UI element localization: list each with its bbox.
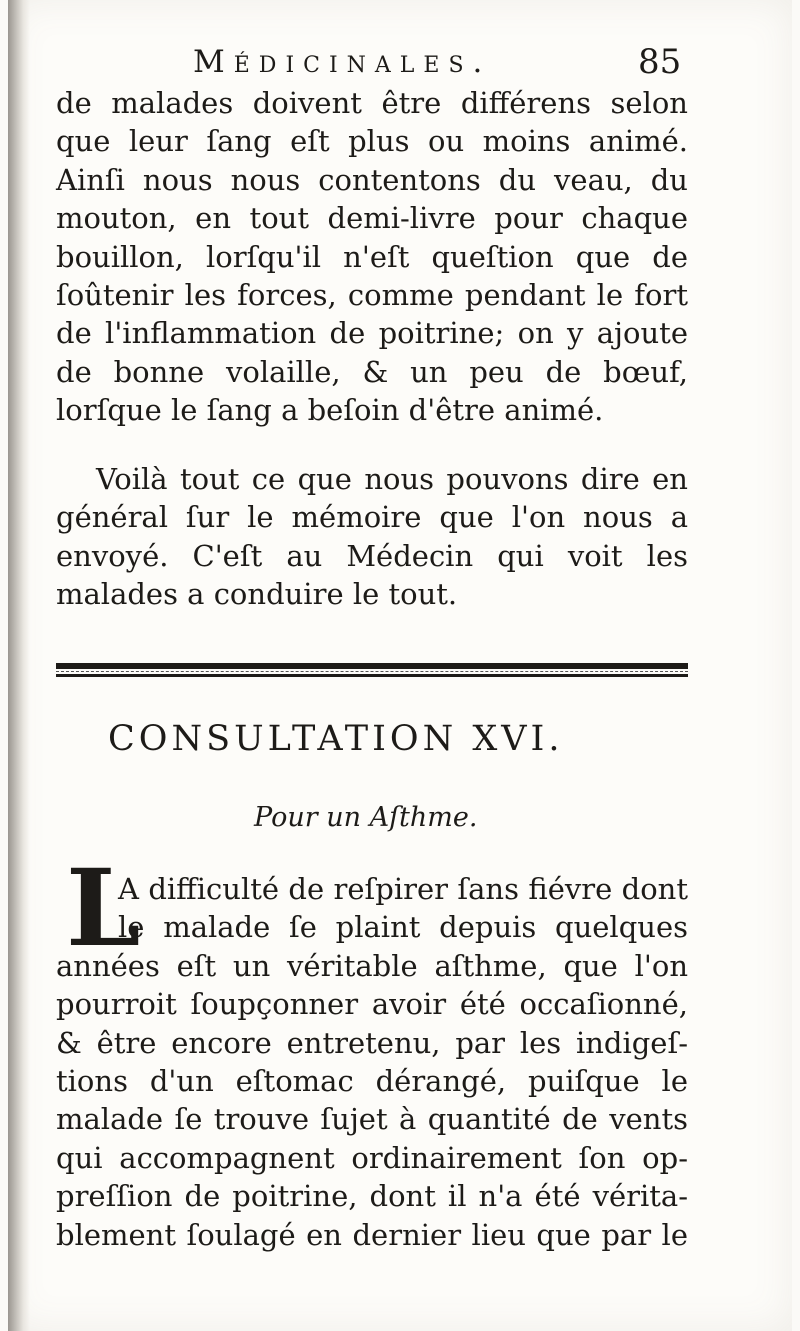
text-line: général ſur le mémoire que l'on nous a (56, 500, 688, 535)
text-line: lorſque le ſang a beſoin d'être animé. (56, 393, 604, 428)
text-line: & être encore entretenu, par les indigeſ- (56, 1025, 688, 1060)
page-gutter-shadow (8, 0, 30, 1331)
text-line: le malade ſe plaint depuis quelques (118, 910, 688, 945)
section-divider-rule (56, 663, 688, 677)
text-line: que leur ſang eſt plus ou moins animé. (56, 124, 688, 159)
paragraph-3 (56, 870, 688, 1254)
section-subheading: Pour un Aſthme. (254, 802, 478, 833)
section-heading: CONSULTATION XVI. (108, 719, 564, 759)
book-page (8, 0, 792, 1331)
text-line: ſoûtenir les forces, comme pendant le fort (56, 277, 688, 312)
text-line: années eſt un véritable aſthme, que l'on (56, 948, 688, 983)
text-line: Voilà tout ce que nous pouvons dire en (96, 462, 688, 496)
running-title: Médicinales. (193, 44, 492, 80)
text-line: de bonne volaille, & un peu de bœuf, (56, 354, 688, 389)
text-line: malade ſe trouve ſujet à quantité de vents (56, 1102, 688, 1137)
divider-ornament (56, 671, 688, 672)
text-line: de malades doivent être différens selon (56, 86, 688, 120)
text-line: mouton, en tout demi-livre pour chaque (56, 201, 688, 236)
paragraph-2 (56, 460, 688, 614)
text-line: tions d'un eſtomac dérangé, puiſque le (56, 1063, 688, 1098)
text-line: pourroit ſoupçonner avoir été occaſionné, (56, 987, 688, 1022)
drop-cap: L (66, 845, 141, 970)
text-line: malades a conduire le tout. (56, 577, 458, 612)
text-line: preſſion de poitrine, dont il n'a été vérita- (56, 1179, 688, 1214)
text-line: Ainſi nous nous contentons du veau, du (56, 162, 688, 197)
text-line: qui accompagnent ordinairement ſon op- (56, 1140, 688, 1175)
text-line: de l'inflammation de poitrine; on y ajoute (56, 316, 688, 351)
text-line: envoyé. C'eſt au Médecin qui voit les (56, 538, 688, 573)
paragraph-1 (56, 84, 688, 430)
text-line: A difficulté de reſpirer ſans fiévre dont (118, 872, 688, 906)
text-line: bouillon, lorſqu'il n'eſt queſtion que de (56, 239, 688, 274)
text-line: blement ſoulagé en dernier lieu que par le (56, 1217, 688, 1252)
page-number: 85 (638, 42, 682, 82)
